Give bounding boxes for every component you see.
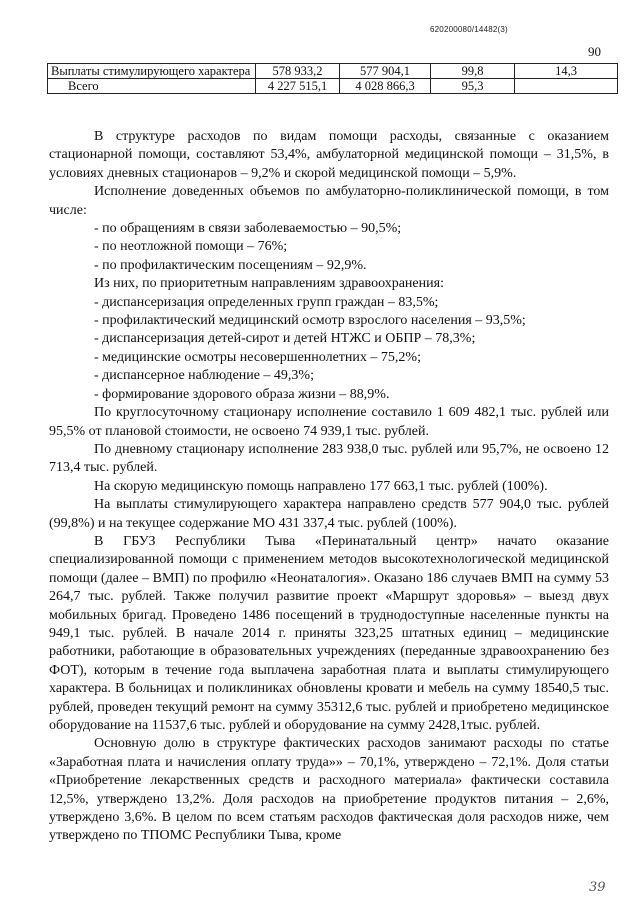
table-cell: 577 904,1 <box>340 64 431 79</box>
paragraph: В структуре расходов по видам помощи расходы, связанные с оказанием стационарной помощи, составляют 53,4%, амбулаторной медицинской помощи – 31,5%, в условиях дневных стационаров – 9,2% и скорой медицинской помощи – 5,9%. <box>49 129 609 181</box>
table-cell-label: Всего <box>48 79 256 94</box>
document-id: 620200080/14482(3) <box>430 25 508 34</box>
list-item: - по профилактическим посещениям – 92,9%. <box>94 257 367 273</box>
table-cell: 95,3 <box>431 79 515 94</box>
list-item: - формирование здорового образа жизни – 88,9%. <box>94 386 390 402</box>
table-cell: 4 028 866,3 <box>340 79 431 94</box>
paragraph: На скорую медицинскую помощь направлено 177 663,1 тыс. рублей (100%). <box>94 478 548 494</box>
table-cell: 14,3 <box>515 64 618 79</box>
table-cell: 578 933,2 <box>256 64 340 79</box>
paragraph: По дневному стационару исполнение 283 938,0 тыс. рублей или 95,7%, не освоено 12 713,4 тыс. рублей. <box>49 441 609 476</box>
paragraph: На выплаты стимулирующего характера направлено средств 577 904,0 тыс. рублей (99,8%) и на текущее содержание МО 431 337,4 тыс. рублей (100%). <box>49 497 609 531</box>
table-cell-label: Выплаты стимулирующего характера <box>48 64 256 79</box>
paragraph: В ГБУЗ Республики Тыва «Перинатальный центр» начато оказание специализированной помощи с применением методов высокотехнологической медицинской помощи (далее – ВМП) по профилю «Неонаталогия». Оказано 186 случаев ВМП на сумму 53 264,7 тыс. рублей. Также получил развитие проект «Маршрут здоровья» – выезд двух мобильных бригад. Проведено 1486 посещений в труднодоступные населенные пункты на 949,1 тыс. рублей. В начале 2014 г. приняты 323,25 штатных единиц – медицинские работники, работающие в образовательных учреждениях (переданные здравоохранению без ФОТ), которым в течение года выплачена заработная плата и выплаты стимулирующего характера. В больницах и поликлиниках обновлены кровати и мебель на сумму 18540,5 тыс. рублей, проведен текущий ремонт на сумму 35312,6 тыс. рублей и приобретено медицинское оборудование на 11537,6 тыс. рублей и оборудование на сумму 2428,1тыс. рублей. <box>49 533 609 733</box>
paragraph: Из них, по приоритетным направлениям здравоохранения: <box>94 276 444 292</box>
paragraph: По круглосуточному стационару исполнение составило 1 609 482,1 тыс. рублей или 95,5% от плановой стоимости, не освоено 74 939,1 тыс. рублей. <box>49 405 609 439</box>
list-item: - профилактический медицинский осмотр взрослого населения – 93,5%; <box>94 313 526 329</box>
list-item: - медицинские осмотры несовершеннолетних – 75,2%; <box>94 349 421 365</box>
table-cell: 99,8 <box>431 64 515 79</box>
list-item: - диспансеризация определенных групп граждан – 83,5%; <box>94 294 439 310</box>
table-row-total <box>48 79 618 94</box>
table-cell <box>515 79 618 94</box>
paragraph: Исполнение доведенных объемов по амбулаторно-поликлинической помощи, в том числе: <box>49 184 609 218</box>
page-number: 90 <box>588 44 601 59</box>
list-item: - диспансеризация детей-сирот и детей НТЖС и ОБПР – 78,3%; <box>94 331 476 347</box>
list-item: - диспансерное наблюдение – 49,3%; <box>94 368 314 384</box>
table-cell: 4 227 515,1 <box>256 79 340 94</box>
expenditure-table <box>47 63 618 94</box>
paragraph: Основную долю в структуре фактических расходов занимают расходы по статье «Заработная плата и начисления оплату труда»» – 70,1%, утверждено – 72,1%. Доля статьи «Приобретение лекарственных средств и расходного материала» фактически составила 12,5%, утверждено 13,2%. Доля расходов на приобретение продуктов питания – 2,6%, утверждено 3,6%. В целом по всем статьям расходов фактическая доля расходов ниже, чем утверждено по ТПОМС Республики Тыва, кроме <box>49 736 609 844</box>
list-item: - по неотложной помощи – 76%; <box>94 239 288 255</box>
list-item: - по обращениям в связи заболеваемостью – 90,5%; <box>94 221 402 237</box>
document-body <box>49 128 609 846</box>
pencil-page-mark: 39 <box>589 880 606 895</box>
table-row <box>48 64 618 79</box>
